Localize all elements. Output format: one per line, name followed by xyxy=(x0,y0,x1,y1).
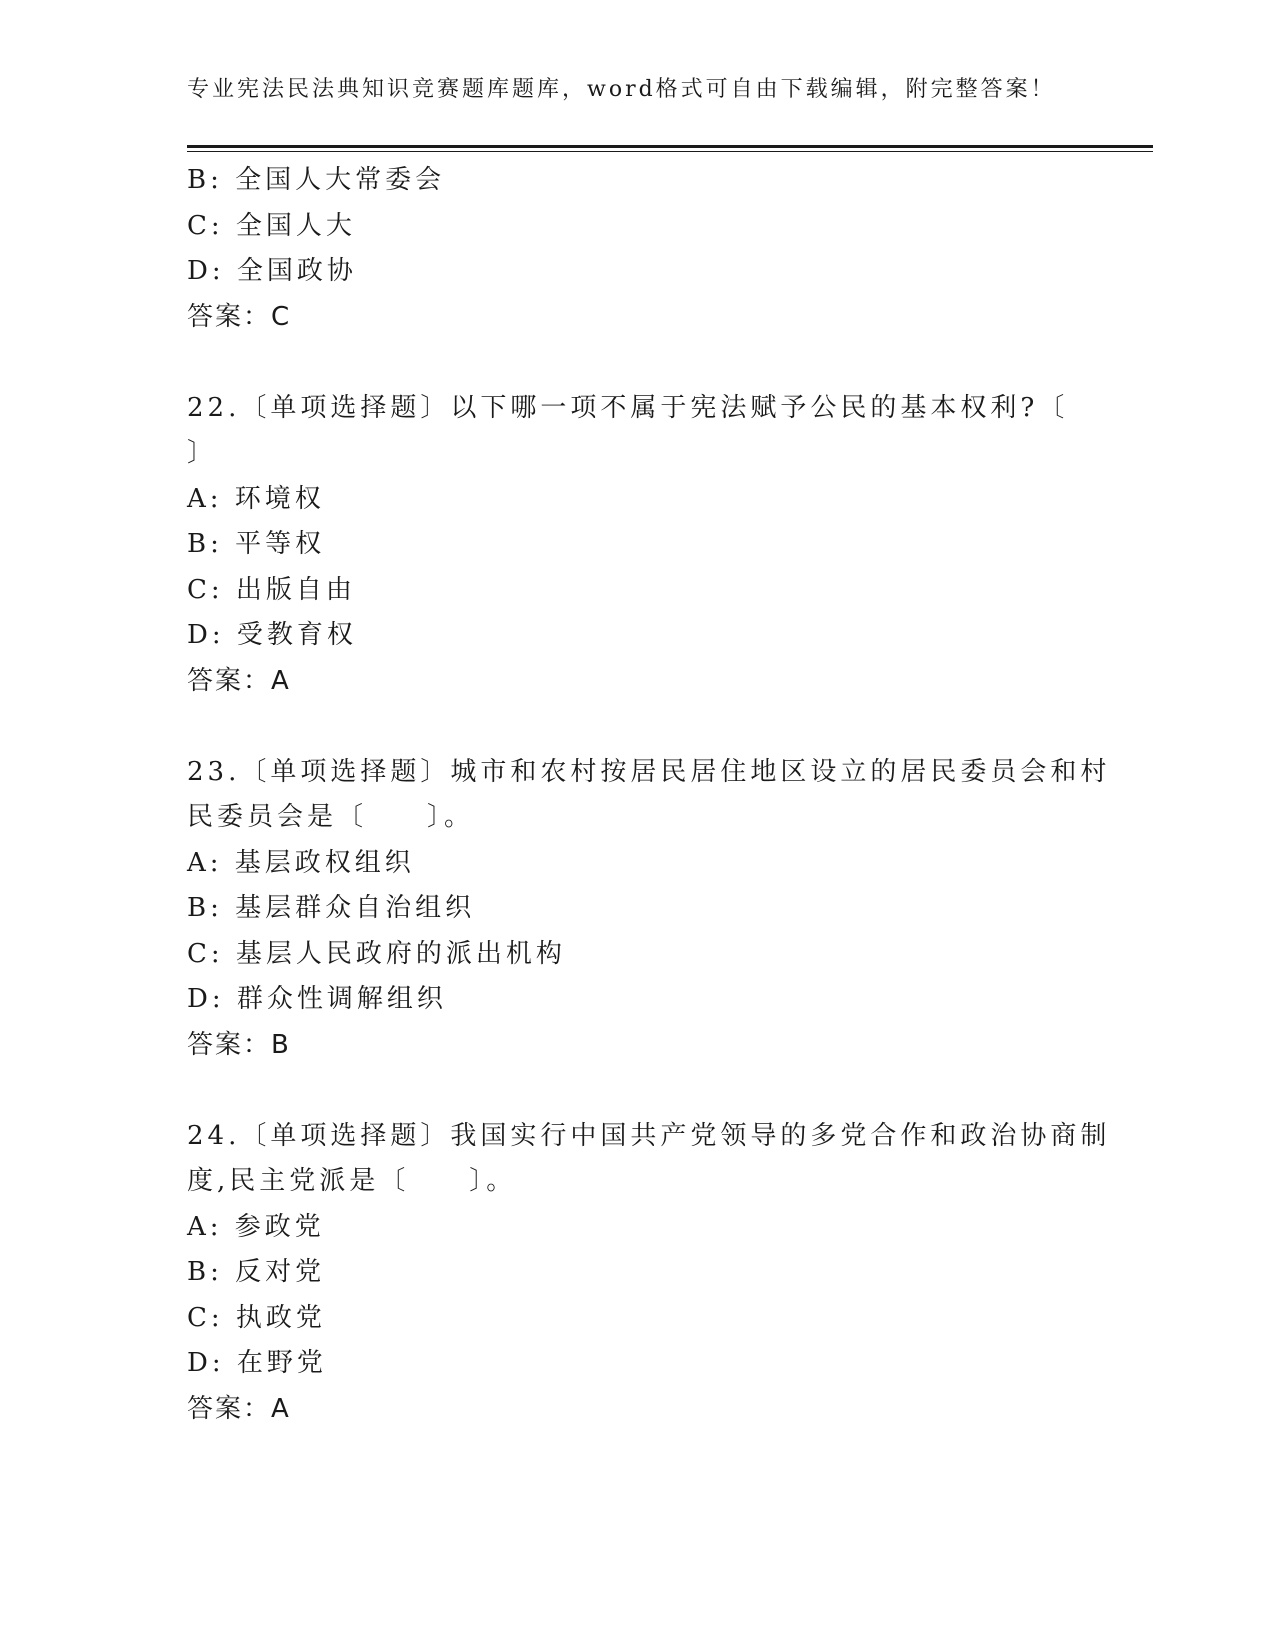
question-stem: 度,民主党派是〔 〕。 xyxy=(187,1166,517,1196)
answer: 答案：C xyxy=(187,301,292,332)
option-d: D: 受教育权 xyxy=(187,620,357,650)
spacer xyxy=(187,1068,1067,1114)
question-stem: 民委员会是〔 〕。 xyxy=(187,802,475,832)
question-24 xyxy=(187,1114,1111,1433)
option-c: C: 出版自由 xyxy=(187,574,356,605)
option-c: C: 全国人大 xyxy=(187,210,356,241)
option-a: A: 参政党 xyxy=(187,1211,325,1242)
page-header: 专业宪法民法典知识竞赛题库题库，word格式可自由下载编辑，附完整答案！ xyxy=(187,77,1056,102)
option-a: A: 基层政权组织 xyxy=(187,847,415,878)
option-b: B: 基层群众自治组织 xyxy=(187,893,476,923)
question-list xyxy=(187,158,1111,1432)
carryover-question xyxy=(187,158,1067,340)
option-b: B: 平等权 xyxy=(187,529,326,559)
option-d: D: 全国政协 xyxy=(187,256,357,286)
option-d: D: 群众性调解组织 xyxy=(187,984,447,1014)
option-c: C: 执政党 xyxy=(187,1302,326,1333)
header-rule xyxy=(187,145,1153,148)
question-stem: 〕 xyxy=(187,438,218,468)
answer: 答案：A xyxy=(187,1393,291,1424)
spacer xyxy=(187,704,1067,750)
option-b: B: 全国人大常委会 xyxy=(187,165,446,195)
option-d: D: 在野党 xyxy=(187,1348,327,1378)
option-c: C: 基层人民政府的派出机构 xyxy=(187,938,566,969)
question-stem: 24.〔单项选择题〕我国实行中国共产党领导的多党合作和政治协商制 xyxy=(187,1120,1111,1151)
question-22 xyxy=(187,386,1067,705)
header-rule-thin xyxy=(187,151,1153,152)
spacer xyxy=(187,340,1067,386)
answer: 答案：B xyxy=(187,1029,291,1060)
question-23 xyxy=(187,750,1111,1069)
question-stem: 23.〔单项选择题〕城市和农村按居民居住地区设立的居民委员会和村 xyxy=(187,756,1111,787)
option-a: A: 环境权 xyxy=(187,483,325,514)
question-stem: 22.〔单项选择题〕以下哪一项不属于宪法赋予公民的基本权利?〔 xyxy=(187,392,1069,423)
answer: 答案：A xyxy=(187,665,291,696)
option-b: B: 反对党 xyxy=(187,1257,326,1287)
